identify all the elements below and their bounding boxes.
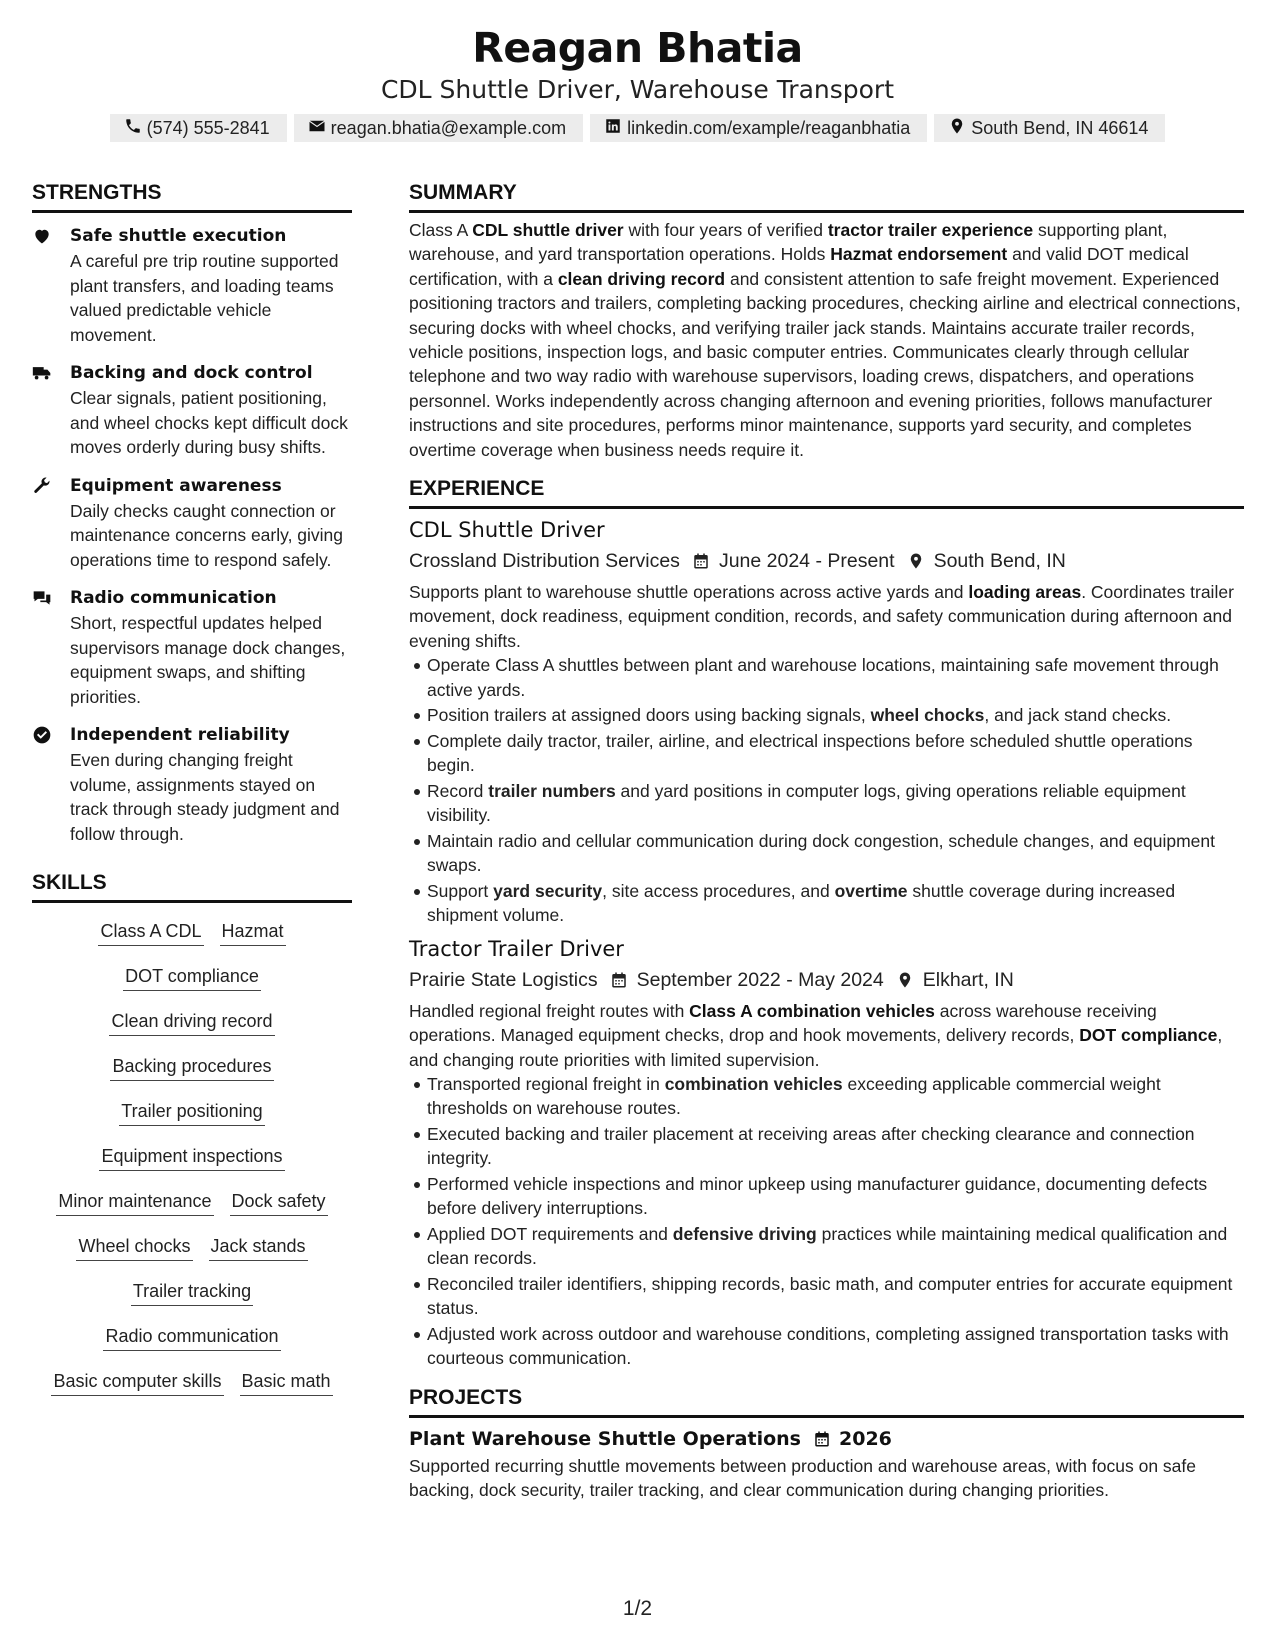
job-title: CDL Shuttle Driver: [409, 518, 605, 543]
contact-phone-text: (574) 555-2841: [146, 117, 270, 138]
skill-tag: Class A CDL: [98, 917, 203, 946]
skill-tag: Trailer positioning: [119, 1097, 264, 1126]
strength-desc: Daily checks caught connection or maintenance concerns early, giving operations time to respond safely.: [70, 500, 344, 570]
contact-email-text[interactable]: reagan.bhatia@example.com: [330, 117, 567, 138]
job-bullets: [409, 1072, 1244, 1371]
skill-tag: Basic math: [240, 1367, 333, 1396]
skill-tag: Minor maintenance: [56, 1187, 213, 1216]
experience-heading: EXPERIENCE: [409, 474, 1244, 509]
bullet-item: Performed vehicle inspections and minor upkeep using manufacturer guidance, documenting defects before delivery interruptions.: [427, 1172, 1244, 1221]
job-location: South Bend, IN: [933, 550, 1066, 573]
left-column: [32, 178, 352, 1412]
job-summary: Supports plant to warehouse shuttle operations across active yards and loading areas. Coordinates trailer movement, dock readiness, equipment condition, records, and safety communication during afternoon and evening shifts.: [409, 582, 1234, 651]
contact-location-text: South Bend, IN 46614: [971, 117, 1149, 138]
strength-item: [32, 722, 352, 846]
strength-desc: Even during changing freight volume, assignments stayed on track through steady judgment and follow through.: [70, 750, 340, 844]
contact-linkedin-text[interactable]: linkedin.com/example/reaganbhatia: [627, 117, 911, 138]
comments-icon: [32, 595, 52, 612]
project-title-row: [409, 1424, 1244, 1454]
summary-heading: SUMMARY: [409, 178, 1244, 213]
job-title: Tractor Trailer Driver: [409, 936, 624, 961]
bullet-item: Maintain radio and cellular communication during dock congestion, schedule changes, and equipment swaps.: [427, 829, 1244, 878]
strength-desc: A careful pre trip routine supported plant transfers, and loading teams valued predictable vehicle movement.: [70, 251, 339, 345]
location-icon: [896, 971, 914, 989]
bullet-item: Reconciled trailer identifiers, shipping records, basic math, and computer entries for accurate equipment status.: [427, 1272, 1244, 1321]
skill-tag: Radio communication: [103, 1322, 280, 1351]
project-year: 2026: [839, 1427, 892, 1450]
job-entry: [409, 515, 1244, 928]
skills-list: [32, 917, 352, 1412]
strength-title: Radio communication: [70, 588, 277, 608]
bullet-item: Position trailers at assigned doors using backing signals, wheel chocks, and jack stand checks.: [427, 703, 1244, 727]
job-location: Elkhart, IN: [922, 968, 1014, 991]
strength-title: Backing and dock control: [70, 363, 313, 383]
heart-icon: [32, 233, 52, 250]
job-company: Crossland Distribution Services: [409, 550, 680, 573]
bullet-item: Complete daily tractor, trailer, airline, and electrical inspections before scheduled shuttle operations begin.: [427, 729, 1244, 778]
strength-title: Safe shuttle execution: [70, 226, 287, 246]
email-icon: [308, 117, 326, 140]
strength-title: Equipment awareness: [70, 475, 282, 496]
linkedin-icon: [604, 117, 622, 140]
skill-tag: Wheel chocks: [76, 1232, 192, 1261]
strength-item: [32, 585, 352, 709]
project-desc: Supported recurring shuttle movements between production and warehouse areas, with focus on safe backing, dock security, trailer tracking, and clear communication during changing priorities.: [409, 1455, 1196, 1501]
skill-tag: Backing procedures: [110, 1052, 273, 1081]
right-column: [409, 178, 1244, 1503]
skill-tag: Equipment inspections: [99, 1142, 284, 1171]
skill-tag: Trailer tracking: [131, 1277, 253, 1306]
page-number: 1/2: [622, 1597, 653, 1620]
contact-phone: [110, 114, 287, 142]
summary-text: Class A CDL shuttle driver with four years of verified tractor trailer experience supporting plant, warehouse, and yard transportation operations. Holds Hazmat endorsement and valid DOT medical certification, with a clean driving record and consistent attention to safe freight movement. Experienced positioning tractors and trailers, completing backing procedures, checking airline and electrical connections, securing docks with wheel chocks, and verifying trailer jack stands. Maintains accurate trailer records, vehicle positions, inspection logs, and basic computer entries. Communicates clearly through cellular telephone and two way radio with warehouse supervisors, loading crews, dispatchers, and operations personnel. Works independently across changing afternoon and evening priorities, follows manufacturer instructions and site procedures, performs minor maintenance, supports yard security, and completes overtime coverage when business needs require it.: [409, 220, 1241, 460]
strength-item: [32, 473, 352, 573]
skill-tag: Jack stands: [209, 1232, 308, 1261]
strengths-list: [32, 223, 352, 846]
job-bullets: [409, 653, 1244, 927]
location-icon: [948, 117, 966, 140]
check-circle-icon: [32, 732, 52, 749]
calendar-icon: [813, 1430, 831, 1448]
candidate-name: Reagan Bhatia: [472, 24, 803, 72]
strength-desc: Short, respectful updates helped supervisors manage dock changes, equipment swaps, and shifting priorities.: [70, 613, 346, 707]
job-entry: [409, 934, 1244, 1371]
candidate-title: CDL Shuttle Driver, Warehouse Transport: [380, 75, 895, 104]
bullet-item: Operate Class A shuttles between plant and warehouse locations, maintaining safe movement through active yards.: [427, 653, 1244, 702]
strength-desc: Clear signals, patient positioning, and wheel chocks kept difficult dock moves orderly during busy shifts.: [70, 388, 348, 457]
project-title: Plant Warehouse Shuttle Operations: [409, 1427, 801, 1450]
bullet-item: Record trailer numbers and yard positions in computer logs, giving operations reliable equipment visibility.: [427, 779, 1244, 828]
job-meta: [409, 965, 1244, 995]
strength-title: Independent reliability: [70, 725, 290, 745]
bullet-item: Executed backing and trailer placement at receiving areas after checking clearance and connection integrity.: [427, 1122, 1244, 1171]
bullet-item: Support yard security, site access procedures, and overtime shuttle coverage during increased shipment volume.: [427, 879, 1244, 928]
truck-icon: [32, 370, 52, 387]
calendar-icon: [610, 971, 628, 989]
skill-tag: Hazmat: [220, 917, 286, 946]
contact-linkedin[interactable]: [590, 114, 927, 142]
phone-icon: [124, 117, 142, 140]
projects-heading: PROJECTS: [409, 1383, 1244, 1418]
job-summary: Handled regional freight routes with Class A combination vehicles across warehouse receiving operations. Managed equipment checks, drop and hook movements, delivery records, DOT compliance, and changing route priorities with limited supervision.: [409, 1000, 1223, 1070]
strengths-heading: STRENGTHS: [32, 178, 352, 213]
skill-tag: Basic computer skills: [51, 1367, 223, 1396]
resume-header: [0, 22, 1275, 142]
bullet-item: Applied DOT requirements and defensive driving practices while maintaining medical qualification and clean records.: [427, 1222, 1244, 1271]
skill-tag: DOT compliance: [123, 962, 261, 991]
contact-email[interactable]: [294, 114, 583, 142]
skill-tag: Clean driving record: [109, 1007, 274, 1036]
skill-tag: Dock safety: [230, 1187, 328, 1216]
job-meta: [409, 546, 1244, 576]
bullet-item: Adjusted work across outdoor and warehouse conditions, completing assigned transportation tasks with courteous communication.: [427, 1322, 1244, 1371]
job-dates: June 2024 - Present: [718, 550, 895, 573]
project-entry: [409, 1424, 1244, 1503]
job-company: Prairie State Logistics: [409, 968, 598, 991]
contact-bar: [0, 114, 1275, 142]
contact-location: [934, 114, 1165, 142]
calendar-icon: [692, 552, 710, 570]
job-dates: September 2022 - May 2024: [636, 968, 884, 991]
location-icon: [907, 552, 925, 570]
wrench-icon: [32, 483, 52, 500]
skills-heading: SKILLS: [32, 868, 352, 903]
strength-item: [32, 360, 352, 460]
bullet-item: Transported regional freight in combination vehicles exceeding applicable commercial weight thresholds on warehouse routes.: [427, 1072, 1244, 1121]
strength-item: [32, 223, 352, 347]
